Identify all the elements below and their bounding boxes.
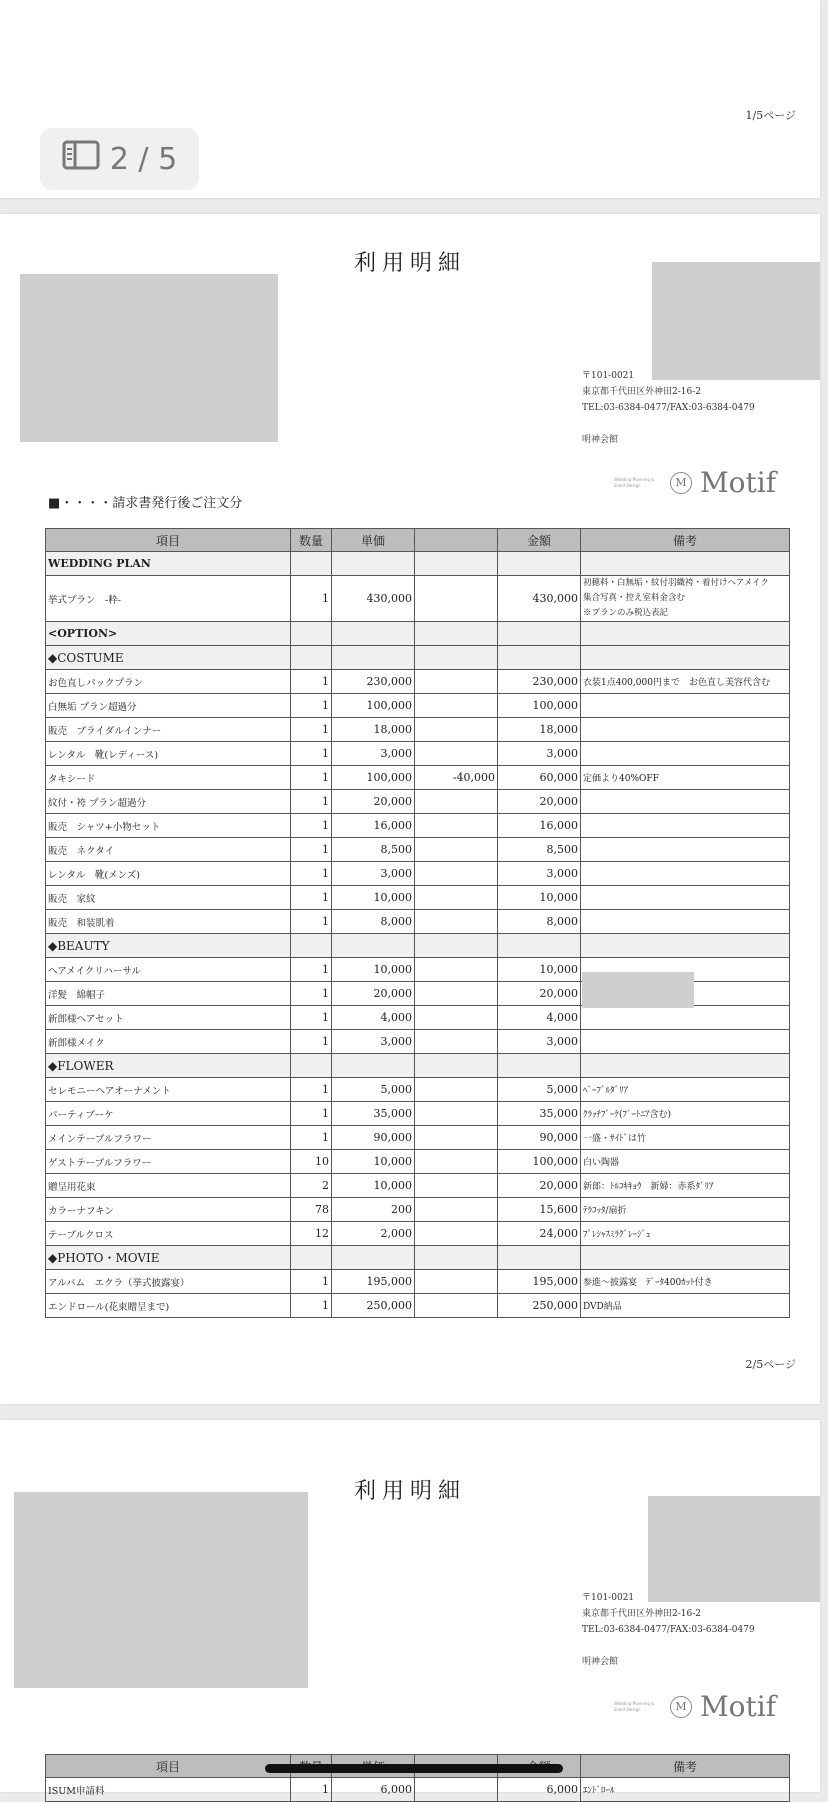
cell-unit-price: 200 bbox=[332, 1198, 415, 1222]
cell-discount bbox=[415, 1294, 498, 1318]
table-row bbox=[46, 1294, 790, 1318]
header-amount: 金額 bbox=[498, 529, 581, 552]
cell-discount bbox=[415, 1778, 498, 1802]
cell-unit-price: 90,000 bbox=[332, 1126, 415, 1150]
cell-remarks bbox=[581, 576, 790, 622]
cell-remarks bbox=[581, 814, 790, 838]
sidebar-panel-icon bbox=[62, 140, 100, 178]
page-indicator[interactable] bbox=[40, 128, 199, 190]
category-row bbox=[46, 646, 790, 670]
empty-cell bbox=[291, 552, 332, 576]
cell-amount: 430,000 bbox=[498, 576, 581, 622]
table-row bbox=[46, 694, 790, 718]
table-row bbox=[46, 1102, 790, 1126]
cell-amount: 3,000 bbox=[498, 862, 581, 886]
cell-remarks bbox=[581, 718, 790, 742]
cell-item: ゲストテーブルフラワー bbox=[46, 1150, 291, 1174]
details-table bbox=[45, 528, 790, 1318]
cell-remarks: 白い陶器 bbox=[581, 1150, 790, 1174]
cell-amount: 35,000 bbox=[498, 1102, 581, 1126]
home-indicator[interactable] bbox=[265, 1764, 563, 1773]
cell-qty: 1 bbox=[291, 886, 332, 910]
cell-item: パーティブーケ bbox=[46, 1102, 291, 1126]
cell-unit-price: 10,000 bbox=[332, 1150, 415, 1174]
cell-qty: 1 bbox=[291, 1126, 332, 1150]
empty-cell bbox=[581, 934, 790, 958]
category-label: ◆COSTUME bbox=[46, 646, 291, 670]
empty-cell bbox=[581, 1246, 790, 1270]
cell-unit-price: 100,000 bbox=[332, 766, 415, 790]
category-label: ◆PHOTO・MOVIE bbox=[46, 1246, 291, 1270]
cell-item: 販売 家紋 bbox=[46, 886, 291, 910]
cell-item: 販売 シャツ+小物セット bbox=[46, 814, 291, 838]
logo-tagline: Wedding Planning & Event Design bbox=[614, 1700, 655, 1712]
category-label: WEDDING PLAN bbox=[46, 552, 291, 576]
empty-cell bbox=[581, 646, 790, 670]
cell-remarks bbox=[581, 838, 790, 862]
cell-amount: 20,000 bbox=[498, 790, 581, 814]
cell-unit-price: 8,000 bbox=[332, 910, 415, 934]
cell-remarks: 新郎：ﾄﾙｺｷｷｮｳ 新婦：赤系ﾀﾞﾘｱ bbox=[581, 1174, 790, 1198]
address-line bbox=[582, 416, 755, 432]
table-row bbox=[46, 718, 790, 742]
section-note: ■・・・・請求書発行後ご注文分 bbox=[48, 496, 243, 511]
table-row bbox=[46, 886, 790, 910]
address-line: 明神会館 bbox=[582, 1657, 619, 1667]
cell-qty: 1 bbox=[291, 838, 332, 862]
cell-discount bbox=[415, 576, 498, 622]
cell-discount bbox=[415, 862, 498, 886]
header-item: 項目 bbox=[46, 529, 291, 552]
cell-remarks: 一盛・ｻｲﾄﾞは竹 bbox=[581, 1126, 790, 1150]
remark-line: 初穂料・白無垢・紋付羽織袴・着付けヘアメイク bbox=[583, 578, 769, 588]
table-row bbox=[46, 1078, 790, 1102]
cell-qty: 1 bbox=[291, 670, 332, 694]
cell-amount: 8,500 bbox=[498, 838, 581, 862]
address-line: 明神会館 bbox=[582, 435, 619, 445]
redacted-block bbox=[582, 972, 694, 1008]
cell-remarks: ﾍﾞｰﾌﾞﾙﾀﾞﾘｱ bbox=[581, 1078, 790, 1102]
empty-cell bbox=[291, 1054, 332, 1078]
empty-cell bbox=[415, 552, 498, 576]
cell-unit-price: 430,000 bbox=[332, 576, 415, 622]
page-title: 利用明細 bbox=[353, 1479, 466, 1504]
cell-item: ヘアメイクリハーサル bbox=[46, 958, 291, 982]
empty-cell bbox=[581, 622, 790, 646]
empty-cell bbox=[415, 646, 498, 670]
cell-discount bbox=[415, 718, 498, 742]
cell-item: 販売 ネクタイ bbox=[46, 838, 291, 862]
cell-item: 紋付・袴 プラン超過分 bbox=[46, 790, 291, 814]
cell-discount bbox=[415, 1078, 498, 1102]
table-row bbox=[46, 1270, 790, 1294]
cell-qty: 1 bbox=[291, 1078, 332, 1102]
cell-remarks bbox=[581, 790, 790, 814]
empty-cell bbox=[291, 646, 332, 670]
cell-qty: 1 bbox=[291, 814, 332, 838]
category-label: ◆BEAUTY bbox=[46, 934, 291, 958]
cell-remarks bbox=[581, 886, 790, 910]
cell-discount bbox=[415, 790, 498, 814]
cell-unit-price: 3,000 bbox=[332, 1030, 415, 1054]
cell-item: 贈呈用花束 bbox=[46, 1174, 291, 1198]
empty-cell bbox=[415, 1246, 498, 1270]
logo-word: Motif bbox=[700, 466, 777, 499]
address-line: TEL:03-6384-0477/FAX:03-6384-0479 bbox=[582, 1625, 755, 1635]
table-row bbox=[46, 838, 790, 862]
header-item: 項目 bbox=[46, 1755, 291, 1778]
redacted-block bbox=[14, 1492, 308, 1688]
cell-unit-price: 195,000 bbox=[332, 1270, 415, 1294]
cell-qty: 1 bbox=[291, 694, 332, 718]
table-row bbox=[46, 1006, 790, 1030]
empty-cell bbox=[498, 622, 581, 646]
cell-unit-price: 6,000 bbox=[332, 1778, 415, 1802]
cell-unit-price: 10,000 bbox=[332, 886, 415, 910]
cell-unit-price: 3,000 bbox=[332, 742, 415, 766]
cell-qty: 1 bbox=[291, 910, 332, 934]
empty-cell bbox=[415, 1054, 498, 1078]
empty-cell bbox=[291, 1246, 332, 1270]
cell-remarks: ﾃﾗｺｯﾀ/扇折 bbox=[581, 1198, 790, 1222]
cell-amount: 230,000 bbox=[498, 670, 581, 694]
cell-amount: 18,000 bbox=[498, 718, 581, 742]
cell-amount: 195,000 bbox=[498, 1270, 581, 1294]
cell-unit-price: 16,000 bbox=[332, 814, 415, 838]
empty-cell bbox=[332, 1054, 415, 1078]
cell-discount bbox=[415, 1270, 498, 1294]
pdf-page-3 bbox=[0, 1420, 820, 1797]
cell-amount: 15,600 bbox=[498, 1198, 581, 1222]
motif-logo bbox=[614, 466, 776, 499]
cell-item: ISUM申請料 bbox=[46, 1778, 291, 1802]
table-row bbox=[46, 1174, 790, 1198]
cell-qty: 1 bbox=[291, 1294, 332, 1318]
cell-item: アルバム エクラ（挙式披露宴） bbox=[46, 1270, 291, 1294]
empty-cell bbox=[581, 1054, 790, 1078]
cell-amount: 20,000 bbox=[498, 1174, 581, 1198]
cell-amount: 100,000 bbox=[498, 694, 581, 718]
cell-discount bbox=[415, 1030, 498, 1054]
company-address bbox=[582, 368, 755, 448]
empty-cell bbox=[332, 1246, 415, 1270]
category-label: <OPTION> bbox=[46, 622, 291, 646]
cell-discount bbox=[415, 1126, 498, 1150]
header-discount bbox=[415, 529, 498, 552]
address-line: TEL:03-6384-0477/FAX:03-6384-0479 bbox=[582, 403, 755, 413]
cell-amount: 90,000 bbox=[498, 1126, 581, 1150]
cell-item: エンドロール(花束贈呈まで) bbox=[46, 1294, 291, 1318]
pdf-page-2 bbox=[0, 214, 820, 1404]
cell-remarks: 衣装1点400,000円まで お色直し美容代含む bbox=[581, 670, 790, 694]
category-label: ◆FLOWER bbox=[46, 1054, 291, 1078]
empty-cell bbox=[291, 934, 332, 958]
details-table bbox=[45, 1754, 790, 1802]
cell-item: セレモニーヘアオーナメント bbox=[46, 1078, 291, 1102]
cell-item: レンタル 靴(メンズ) bbox=[46, 862, 291, 886]
empty-cell bbox=[332, 934, 415, 958]
cell-unit-price: 250,000 bbox=[332, 1294, 415, 1318]
cell-unit-price: 18,000 bbox=[332, 718, 415, 742]
cell-discount bbox=[415, 1150, 498, 1174]
cell-unit-price: 100,000 bbox=[332, 694, 415, 718]
empty-cell bbox=[415, 934, 498, 958]
cell-qty: 1 bbox=[291, 862, 332, 886]
cell-item: テーブルクロス bbox=[46, 1222, 291, 1246]
cell-unit-price: 10,000 bbox=[332, 958, 415, 982]
empty-cell bbox=[332, 622, 415, 646]
cell-remarks bbox=[581, 694, 790, 718]
table-row bbox=[46, 1222, 790, 1246]
redacted-block bbox=[648, 1496, 820, 1602]
table-row bbox=[46, 862, 790, 886]
cell-amount: 20,000 bbox=[498, 982, 581, 1006]
cell-amount: 3,000 bbox=[498, 1030, 581, 1054]
category-row bbox=[46, 1054, 790, 1078]
category-row bbox=[46, 934, 790, 958]
table-row bbox=[46, 1126, 790, 1150]
cell-unit-price: 3,000 bbox=[332, 862, 415, 886]
cell-discount bbox=[415, 814, 498, 838]
cell-qty: 1 bbox=[291, 958, 332, 982]
address-line: 〒101-0021 bbox=[582, 1593, 635, 1603]
cell-discount bbox=[415, 1198, 498, 1222]
logo-mark: M bbox=[670, 1696, 692, 1718]
cell-qty: 10 bbox=[291, 1150, 332, 1174]
table-row bbox=[46, 766, 790, 790]
empty-cell bbox=[332, 646, 415, 670]
empty-cell bbox=[291, 622, 332, 646]
cell-item: 販売 ブライダルインナー bbox=[46, 718, 291, 742]
cell-qty: 1 bbox=[291, 1270, 332, 1294]
cell-item: 販売 和装肌着 bbox=[46, 910, 291, 934]
cell-discount bbox=[415, 694, 498, 718]
cell-qty: 1 bbox=[291, 742, 332, 766]
cell-item: 新郎様メイク bbox=[46, 1030, 291, 1054]
cell-amount: 16,000 bbox=[498, 814, 581, 838]
cell-discount: -40,000 bbox=[415, 766, 498, 790]
cell-discount bbox=[415, 1174, 498, 1198]
cell-amount: 5,000 bbox=[498, 1078, 581, 1102]
cell-remarks bbox=[581, 742, 790, 766]
cell-qty: 1 bbox=[291, 1030, 332, 1054]
cell-unit-price: 20,000 bbox=[332, 790, 415, 814]
cell-qty: 1 bbox=[291, 1778, 332, 1802]
remark-line: 集合写真・控え室料金含む bbox=[583, 593, 686, 603]
cell-remarks: ｴﾝﾄﾞﾛｰﾙ bbox=[581, 1778, 790, 1802]
cell-discount bbox=[415, 1006, 498, 1030]
cell-qty: 1 bbox=[291, 766, 332, 790]
cell-amount: 3,000 bbox=[498, 742, 581, 766]
header-remarks: 備考 bbox=[581, 1755, 790, 1778]
cell-item: タキシード bbox=[46, 766, 291, 790]
address-line: 東京都千代田区外神田2-16-2 bbox=[582, 387, 701, 397]
cell-qty: 1 bbox=[291, 1102, 332, 1126]
table-row bbox=[46, 814, 790, 838]
cell-qty: 1 bbox=[291, 1006, 332, 1030]
cell-discount bbox=[415, 982, 498, 1006]
logo-mark: M bbox=[670, 472, 692, 494]
header-remarks: 備考 bbox=[581, 529, 790, 552]
cell-unit-price: 35,000 bbox=[332, 1102, 415, 1126]
cell-amount: 10,000 bbox=[498, 958, 581, 982]
pdf-page-1 bbox=[0, 0, 820, 198]
cell-qty: 1 bbox=[291, 790, 332, 814]
cell-discount bbox=[415, 1222, 498, 1246]
table-row bbox=[46, 742, 790, 766]
cell-item: 挙式プラン -粋- bbox=[46, 576, 291, 622]
cell-qty: 1 bbox=[291, 576, 332, 622]
page-number-label: 1/5ページ bbox=[745, 109, 796, 122]
cell-qty: 1 bbox=[291, 718, 332, 742]
address-line: 〒101-0021 bbox=[582, 371, 635, 381]
cell-amount: 24,000 bbox=[498, 1222, 581, 1246]
cell-amount: 250,000 bbox=[498, 1294, 581, 1318]
address-line bbox=[582, 1638, 755, 1654]
cell-discount bbox=[415, 910, 498, 934]
cell-unit-price: 20,000 bbox=[332, 982, 415, 1006]
cell-remarks bbox=[581, 862, 790, 886]
cell-item: お色直しパックプラン bbox=[46, 670, 291, 694]
cell-remarks bbox=[581, 1006, 790, 1030]
table-row bbox=[46, 670, 790, 694]
page-indicator-text: 2 / 5 bbox=[109, 141, 178, 177]
address-line: 東京都千代田区外神田2-16-2 bbox=[582, 1609, 701, 1619]
cell-discount bbox=[415, 958, 498, 982]
cell-amount: 6,000 bbox=[498, 1778, 581, 1802]
cell-item: 洋髪 綿帽子 bbox=[46, 982, 291, 1006]
cell-item: メインテーブルフラワー bbox=[46, 1126, 291, 1150]
cell-remarks: ｸﾗｯﾁﾌﾞｰｹ(ﾌﾞｰﾄﾆｱ含む) bbox=[581, 1102, 790, 1126]
cell-remarks bbox=[581, 1030, 790, 1054]
empty-cell bbox=[498, 1246, 581, 1270]
cell-item: 白無垢 プラン超過分 bbox=[46, 694, 291, 718]
empty-cell bbox=[498, 552, 581, 576]
empty-cell bbox=[332, 552, 415, 576]
category-row bbox=[46, 552, 790, 576]
cell-remarks: 参進～披露宴 ﾃﾞｰﾀ400ｶｯﾄ付き bbox=[581, 1270, 790, 1294]
cell-unit-price: 2,000 bbox=[332, 1222, 415, 1246]
table-row bbox=[46, 1778, 790, 1802]
cell-qty: 2 bbox=[291, 1174, 332, 1198]
table-row bbox=[46, 1030, 790, 1054]
page-number-label: 2/5ページ bbox=[745, 1358, 796, 1371]
company-address bbox=[582, 1590, 755, 1670]
motif-logo bbox=[614, 1690, 776, 1723]
cell-amount: 4,000 bbox=[498, 1006, 581, 1030]
cell-qty: 1 bbox=[291, 982, 332, 1006]
cell-amount: 10,000 bbox=[498, 886, 581, 910]
cell-qty: 12 bbox=[291, 1222, 332, 1246]
cell-item: 新郎様ヘアセット bbox=[46, 1006, 291, 1030]
empty-cell bbox=[581, 552, 790, 576]
table-row bbox=[46, 910, 790, 934]
cell-discount bbox=[415, 1102, 498, 1126]
redacted-block bbox=[20, 274, 278, 442]
table-row bbox=[46, 576, 790, 622]
cell-amount: 100,000 bbox=[498, 1150, 581, 1174]
empty-cell bbox=[498, 1054, 581, 1078]
cell-qty: 78 bbox=[291, 1198, 332, 1222]
table-row bbox=[46, 1198, 790, 1222]
cell-amount: 8,000 bbox=[498, 910, 581, 934]
cell-unit-price: 230,000 bbox=[332, 670, 415, 694]
logo-tagline: Wedding Planning & Event Design bbox=[614, 476, 655, 488]
category-row bbox=[46, 1246, 790, 1270]
cell-remarks: DVD納品 bbox=[581, 1294, 790, 1318]
empty-cell bbox=[498, 646, 581, 670]
cell-discount bbox=[415, 886, 498, 910]
table-row bbox=[46, 790, 790, 814]
logo-word: Motif bbox=[700, 1690, 777, 1723]
page-title: 利用明細 bbox=[353, 251, 466, 276]
cell-unit-price: 5,000 bbox=[332, 1078, 415, 1102]
cell-remarks bbox=[581, 910, 790, 934]
cell-remarks: 定価より40%OFF bbox=[581, 766, 790, 790]
cell-item: カラーナフキン bbox=[46, 1198, 291, 1222]
cell-unit-price: 8,500 bbox=[332, 838, 415, 862]
remark-line: ※プランのみ税込表記 bbox=[583, 608, 669, 618]
redacted-block bbox=[652, 262, 820, 380]
category-row bbox=[46, 622, 790, 646]
cell-unit-price: 4,000 bbox=[332, 1006, 415, 1030]
table-header-row bbox=[46, 529, 790, 552]
empty-cell bbox=[498, 934, 581, 958]
empty-cell bbox=[415, 622, 498, 646]
cell-discount bbox=[415, 838, 498, 862]
header-unit-price: 単価 bbox=[332, 529, 415, 552]
cell-item: レンタル 靴(レディース) bbox=[46, 742, 291, 766]
cell-unit-price: 10,000 bbox=[332, 1174, 415, 1198]
cell-discount bbox=[415, 670, 498, 694]
cell-amount: 60,000 bbox=[498, 766, 581, 790]
cell-remarks: ﾌﾟﾚｼｬｽﾐﾗｸﾞﾚｰｼﾞｭ bbox=[581, 1222, 790, 1246]
table-row bbox=[46, 1150, 790, 1174]
header-qty: 数量 bbox=[291, 529, 332, 552]
cell-discount bbox=[415, 742, 498, 766]
